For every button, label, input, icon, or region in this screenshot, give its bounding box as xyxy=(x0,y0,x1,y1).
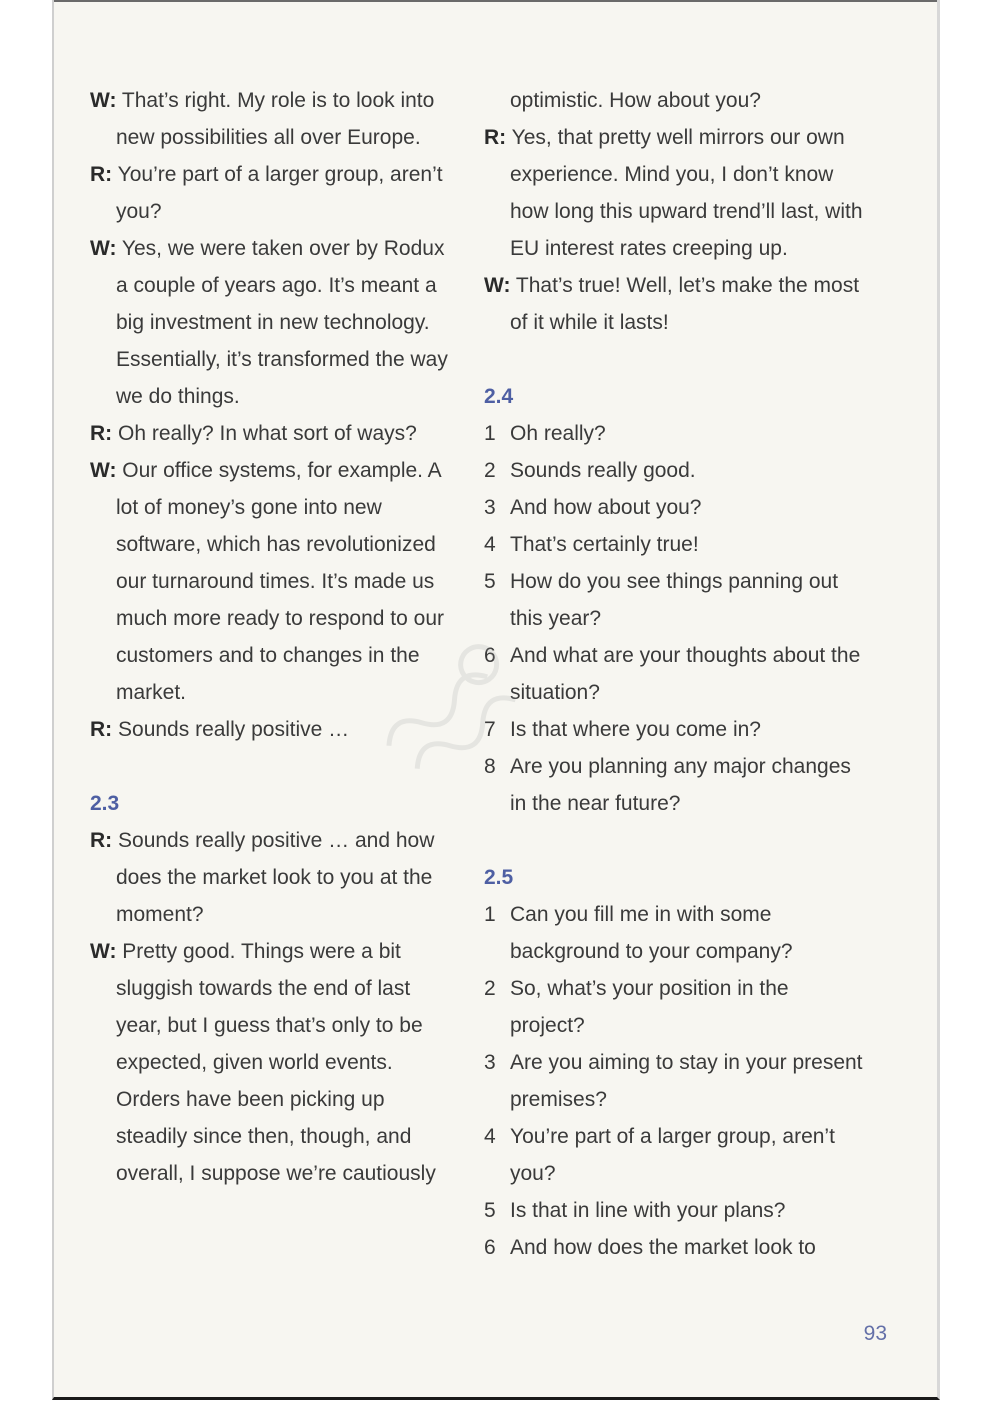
speaker-label: R: xyxy=(90,829,113,852)
item-text: Are you aiming to stay in your present premises? xyxy=(510,1051,863,1111)
phrase-list-2-5 xyxy=(484,896,864,1266)
page-number: 93 xyxy=(863,1322,887,1345)
dialogue-turn xyxy=(90,156,460,230)
dialogue-turn xyxy=(90,415,460,452)
watermark-stamp-icon xyxy=(354,640,564,790)
turn-text: Yes, that pretty well mirrors our own experience. Mind you, I don’t know how long this upward trend’ll last, with EU interest rates creeping up. xyxy=(510,126,863,260)
dialogue-turn xyxy=(484,267,864,341)
item-number: 1 xyxy=(484,422,496,445)
item-text: Can you fill me in with some background to your company? xyxy=(510,903,793,963)
turn-text: Our office systems, for example. A lot of money’s gone into new software, which has revolutionized our turnaround times. It’s made us much more ready to respond to our customers and to changes in the market. xyxy=(116,459,445,704)
speaker-label: W: xyxy=(90,237,117,260)
speaker-label: R: xyxy=(90,163,113,186)
item-number: 3 xyxy=(484,1051,496,1074)
continued-text: optimistic. How about you? xyxy=(510,89,761,112)
turn-text: Oh really? In what sort of ways? xyxy=(118,422,417,445)
speaker-label: R: xyxy=(90,422,113,445)
section-heading-2-3: 2.3 xyxy=(90,792,120,815)
item-text: So, what’s your position in the project? xyxy=(510,977,789,1037)
list-item xyxy=(484,452,864,489)
item-text: And how about you? xyxy=(510,496,702,519)
list-item xyxy=(484,415,864,452)
dialogue-turn xyxy=(90,82,460,156)
item-number: 5 xyxy=(484,570,496,593)
item-number: 8 xyxy=(484,755,496,778)
list-item xyxy=(484,563,864,637)
item-number: 1 xyxy=(484,903,496,926)
item-number: 2 xyxy=(484,459,496,482)
speaker-label: R: xyxy=(484,126,507,149)
item-number: 4 xyxy=(484,1125,496,1148)
section-heading-2-5: 2.5 xyxy=(484,866,514,889)
list-item xyxy=(484,1044,864,1118)
list-item xyxy=(484,970,864,1044)
item-number: 6 xyxy=(484,644,496,667)
dialogue-turn xyxy=(90,822,460,933)
section-heading-2-4: 2.4 xyxy=(484,385,514,408)
turn-text: Sounds really positive … and how does the market look to you at the moment? xyxy=(116,829,435,926)
page-top-edge xyxy=(54,0,937,2)
item-number: 4 xyxy=(484,533,496,556)
item-text: Is that in line with your plans? xyxy=(510,1199,786,1222)
list-item xyxy=(484,526,864,563)
item-number: 6 xyxy=(484,1236,496,1259)
turn-text: That’s true! Well, let’s make the most of it while it lasts! xyxy=(510,274,860,334)
item-text: Oh really? xyxy=(510,422,606,445)
dialogue-turn xyxy=(90,933,460,1192)
speaker-label: W: xyxy=(90,459,117,482)
list-item xyxy=(484,489,864,526)
list-item xyxy=(484,1229,864,1266)
section-gap xyxy=(484,341,864,378)
turn-text: That’s right. My role is to look into new possibilities all over Europe. xyxy=(116,89,435,149)
section-gap xyxy=(484,822,864,859)
item-text: You’re part of a larger group, aren’t you? xyxy=(510,1125,835,1185)
dialogue-turn xyxy=(90,230,460,415)
item-number: 5 xyxy=(484,1199,496,1222)
item-text: Are you planning any major changes in the near future? xyxy=(510,755,851,815)
book-page xyxy=(52,0,940,1400)
item-text: That’s certainly true! xyxy=(510,533,699,556)
item-number: 2 xyxy=(484,977,496,1000)
item-text: How do you see things panning out this year? xyxy=(510,570,839,630)
item-text: And what are your thoughts about the situation? xyxy=(510,644,861,704)
item-text: Sounds really good. xyxy=(510,459,696,482)
dialogue-turn xyxy=(484,119,864,267)
turn-text: Pretty good. Things were a bit sluggish towards the end of last year, but I guess that’s only to be expected, given world events. Orders have been picking up steadily since then, though, and overall, I suppose we’re cautiously xyxy=(116,940,436,1185)
list-item xyxy=(484,896,864,970)
turn-text: Sounds really positive … xyxy=(118,718,350,741)
list-item xyxy=(484,1118,864,1192)
item-text: Is that where you come in? xyxy=(510,718,761,741)
turn-text: Yes, we were taken over by Rodux a couple of years ago. It’s meant a big investment in new technology. Essentially, it’s transformed the way we do things. xyxy=(116,237,448,408)
speaker-label: R: xyxy=(90,718,113,741)
item-number: 3 xyxy=(484,496,496,519)
left-column xyxy=(90,82,460,1192)
speaker-label: W: xyxy=(90,940,117,963)
speaker-label: W: xyxy=(484,274,511,297)
item-text: And how does the market look to xyxy=(510,1236,816,1259)
turn-text: You’re part of a larger group, aren’t you? xyxy=(116,163,443,223)
speaker-label: W: xyxy=(90,89,117,112)
item-number: 7 xyxy=(484,718,496,741)
list-item xyxy=(484,1192,864,1229)
